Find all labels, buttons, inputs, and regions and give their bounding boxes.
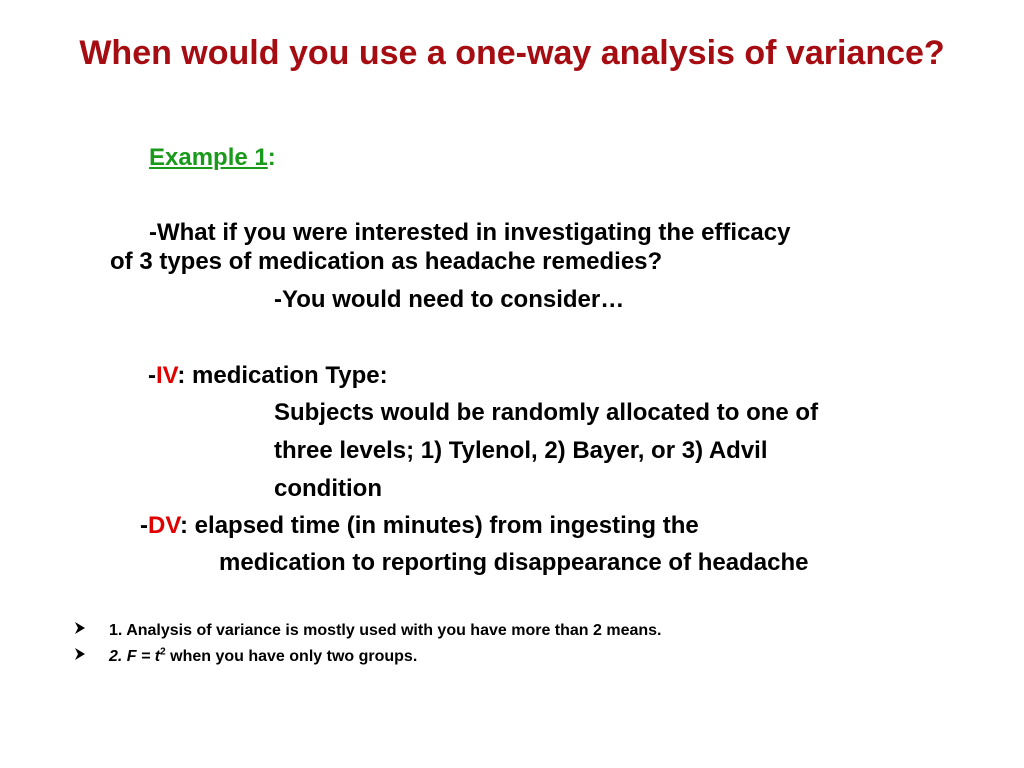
formula-exponent: 2 [160, 646, 166, 658]
example-colon: : [267, 144, 276, 171]
arrow-bullet-icon [74, 647, 86, 661]
iv-label: IV [156, 362, 178, 389]
arrow-bullet-icon [74, 621, 86, 635]
example-heading [149, 144, 276, 172]
bullet-text-1: 1. Analysis of variance is mostly used with you have more than 2 means. [109, 622, 662, 639]
iv-dash: - [148, 362, 156, 389]
dv-heading [140, 512, 699, 540]
bullet-text-2-rest: when you have only two groups. [165, 648, 418, 665]
slide-title: When would you use a one-way analysis of variance? [79, 34, 945, 72]
formula-prefix: 2. F = t [109, 648, 161, 665]
iv-heading [148, 362, 388, 390]
dv-description: medication to reporting disappearance of headache [219, 549, 809, 576]
bullet-text-2 [109, 646, 417, 668]
iv-description-line-3: condition [274, 475, 382, 502]
question-line-1: -What if you were interested in investigating the efficacy [149, 219, 791, 246]
iv-heading-text: : medication Type: [177, 362, 388, 389]
iv-description-line-1: Subjects would be randomly allocated to one of [274, 399, 819, 426]
iv-description-line-2: three levels; 1) Tylenol, 2) Bayer, or 3) Advil [274, 437, 768, 464]
consider-line: -You would need to consider… [274, 286, 625, 313]
dv-label: DV [148, 512, 181, 539]
dv-heading-text: : elapsed time (in minutes) from ingesting the [180, 512, 699, 539]
question-line-2: of 3 types of medication as headache remedies? [110, 248, 663, 275]
dv-dash: - [140, 512, 148, 539]
example-label: Example 1 [149, 144, 268, 171]
